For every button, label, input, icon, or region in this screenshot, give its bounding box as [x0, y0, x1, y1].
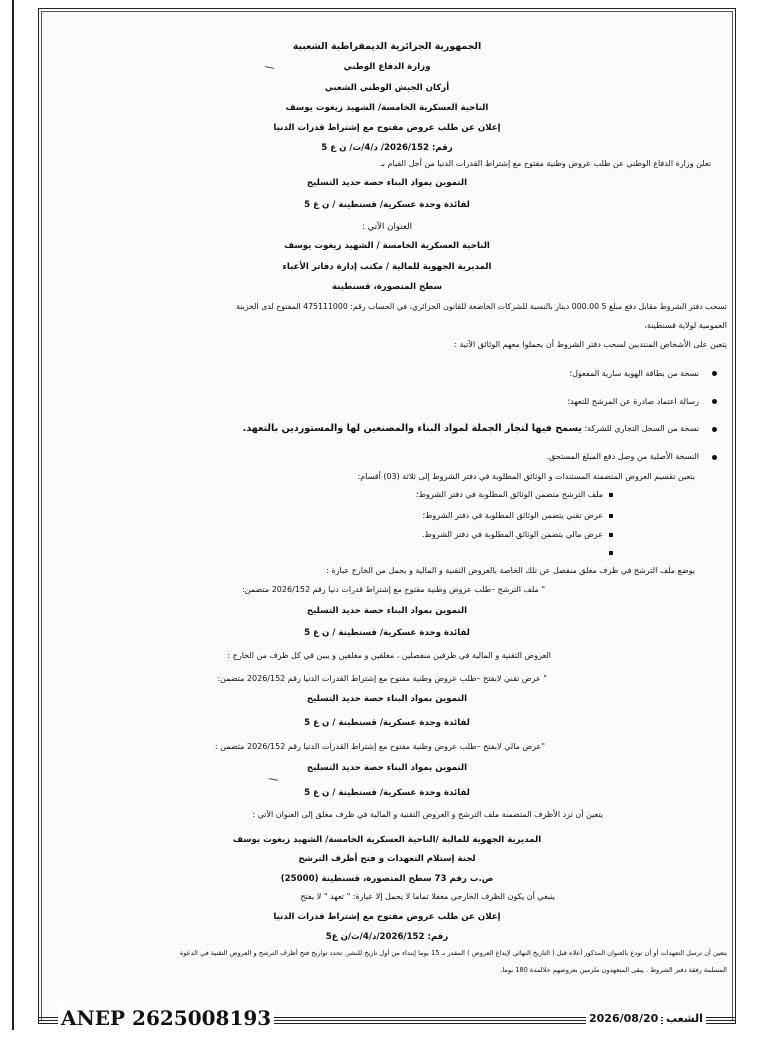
fee-text-cont: العمومية لولاية قسنطينة،: [644, 321, 727, 330]
newspaper-name: الشعب: [663, 1012, 706, 1025]
reference-number: رقم: 2026/152/ د/4/ت/ ن ع 5: [321, 143, 453, 153]
beneficiary-line: لفائدة وحدة عسكرية/ قسنطينة / ن ع 5: [304, 718, 470, 728]
bullet: [712, 399, 717, 404]
document-item-emphasis: يسمح فيها لتجار الجملة لمواد البناء والمصنعين لها والمستوردين بالتعهد.: [242, 423, 582, 434]
closing-text: يتعين أن ترسل التعهدات أو أن تودع بالعنوان المذكور أعلاه قبل ( التاريخ النهائي لإيداع العروض ) المقدر بـ 15 يوما إبتداء من أول تاريخ للنشر. تحدد تواريخ فتح أظرف الترشح و العروض التقنية في الدعوة: [179, 949, 727, 957]
region-name: الناحية العسكرية الخامسة/ الشهيد زيغوت يوسف: [285, 103, 489, 113]
document-item: نسخة من بطاقة الهوية سارية المفعول؛: [569, 369, 699, 378]
postal-address: ص.ب رقم 73 سطح المنصورة، قسنطينة (25000): [280, 874, 494, 884]
documents-intro: يتعين على الأشخاص المنتدبين لسحب دفتر الشروط أن يحملوا معهم الوثائق الآتية :: [454, 340, 727, 349]
subject-line: التموين بمواد البناء حصة حديد التسليح: [306, 694, 468, 704]
offers-intro: العروض التقنية و المالية في ظرفين منفصلين ، مغلقين و مغلفين و يبين في كل ظرف من الخارج :: [227, 651, 551, 660]
document-item: رسالة اعتماد صادرة عن المرشح للتعهد؛: [567, 397, 699, 406]
subject-line: التموين بمواد البناء حصة حديد التسليح: [306, 606, 468, 616]
reference-number-repeat: رقم: 2026/152/د/4/ت/ن ع5: [325, 932, 449, 942]
square-bullet: [609, 493, 613, 497]
beneficiary-line: لفائدة وحدة عسكرية/ قسنطينة / ن ع 5: [304, 788, 470, 798]
ministry-name: وزارة الدفاع الوطني: [343, 62, 431, 72]
address-line: الناحية العسكرية الخامسة / الشهيد زيغوت يوسف: [284, 241, 490, 251]
beneficiary-line: لفائدة وحدة عسكرية/ قسنطينة / ن ع 5: [304, 200, 470, 210]
fee-text: تسحب دفتر الشروط مقابل دفع مبلغ 5 000.00 دينار بالنسبة للشركات الخاضعة للقانون الجزائري، في الحساب رقم: 475111000 المفتوح لدى الخزينة: [236, 302, 727, 311]
subject-line: التموين بمواد البناء حصة حديد التسليح: [306, 763, 468, 773]
envelope-intro: يوضع ملف الترشح في ظرف مغلق منفصل عن تلك الخاصة بالعروض التقنية و المالية و يحمل من الخارج عبارة :: [326, 566, 695, 575]
envelope-label: " عرض تقني لايفتح –طلب عروض وطنية مفتوح مع إشتراط القدرات الدنيا رقم 2026/152 متضمن:: [217, 674, 547, 683]
bullet: [712, 455, 717, 460]
submission-committee: لجنة إستلام التعهدات و فتح أظرف الترشح: [298, 854, 476, 864]
square-bullet: [609, 533, 613, 537]
part-item: ملف الترشح متضمن الوثائق المطلوبة في دفتر الشروط؛: [416, 490, 603, 499]
envelope-label: "عرض مالي لايفتح –طلب عروض وطنية مفتوح مع إشتراط القدرات الدنيا رقم 2026/152 متضمن :: [214, 742, 545, 751]
square-bullet: [609, 551, 613, 555]
staff-name: أركان الجيش الوطني الشعبي: [324, 83, 450, 93]
announcement-sheet: [38, 8, 736, 1024]
subject-line: التموين بمواد البناء حصة حديد التسليح: [306, 178, 468, 188]
document-item: النسخة الأصلية من وصل دفع المبلغ المستحق.: [546, 452, 699, 461]
intro-text: تعلن وزارة الدفاع الوطني عن طلب عروض وطنية مفتوح مع إشتراط القدرات الدنيا من أجل القيام بـ: [380, 159, 711, 168]
part-item: عرض مالي يتضمن الوثائق المطلوبة في دفتر الشروط.: [421, 530, 603, 539]
outer-envelope-note: ينبغي أن يكون الظرف الخارجي مغفلا تماما لا يحمل إلا عبارة: " تعهد " لا يفتح: [300, 892, 555, 901]
bullet: [712, 371, 717, 376]
page-footer: [38, 1004, 736, 1040]
closing-text-cont: المسلمة رفقة دفتر الشروط . يبقى المتعهدون ملزمين بعروضهم خلالمدة 180 يوما.: [500, 966, 727, 974]
address-label: العنوان الآتي :: [361, 222, 413, 232]
announcement-title-repeat: إعلان عن طلب عروض مفتوح مع إشتراط قدرات الدنيا: [273, 912, 501, 922]
announcement-content: [43, 9, 731, 1023]
document-item-text: نسخة من السجل التجاري للشركة؛: [584, 424, 699, 433]
address-line: سطح المنصورة، قسنطينة: [331, 282, 443, 292]
submission-intro: يتعين أن تزد الأظرف المتضمنة ملف الترشح و العروض التقنية و المالية في ظرف مغلق إلى العنوان الآتي :: [252, 810, 603, 819]
square-bullet: [609, 514, 613, 518]
submission-address: المديرية الجهوية للمالية /الناحية العسكرية الخامسة/ الشهيد زيغوت يوسف: [232, 835, 542, 845]
bullet: [712, 427, 717, 432]
beneficiary-line: لفائدة وحدة عسكرية/ قسنطينة / ن ع 5: [304, 628, 470, 638]
page-edge: [0, 0, 14, 1030]
address-line: المديرية الجهوية للمالية / مكتب إدارة دفاتر الأعباء: [282, 262, 492, 272]
envelope-label: " ملف الترشح –طلب عروض وطنية مفتوح مع إشتراط قدرات دنيا رقم 2026/152 متضمن:: [242, 585, 545, 594]
republic-title: الجمهورية الجزائرية الديمقراطية الشعبية: [292, 41, 482, 52]
anep-number: ANEP 2625008193: [58, 1006, 274, 1030]
parts-intro: يتعين تقسيم العروض المتضمنة المستندات و الوثائق المطلوبة في دفتر الشروط إلى ثلاثة (03) أقسام:: [357, 472, 695, 481]
document-item: [53, 423, 699, 435]
publication-date: 2026/08/20: [586, 1012, 661, 1025]
mark: [269, 778, 278, 781]
announcement-title: إعلان عن طلب عروض مفتوح مع إشتراط قدرات الدنيا: [273, 123, 501, 133]
part-item: عرض تقني يتضمن الوثائق المطلوبة في دفتر الشروط؛: [422, 511, 603, 520]
